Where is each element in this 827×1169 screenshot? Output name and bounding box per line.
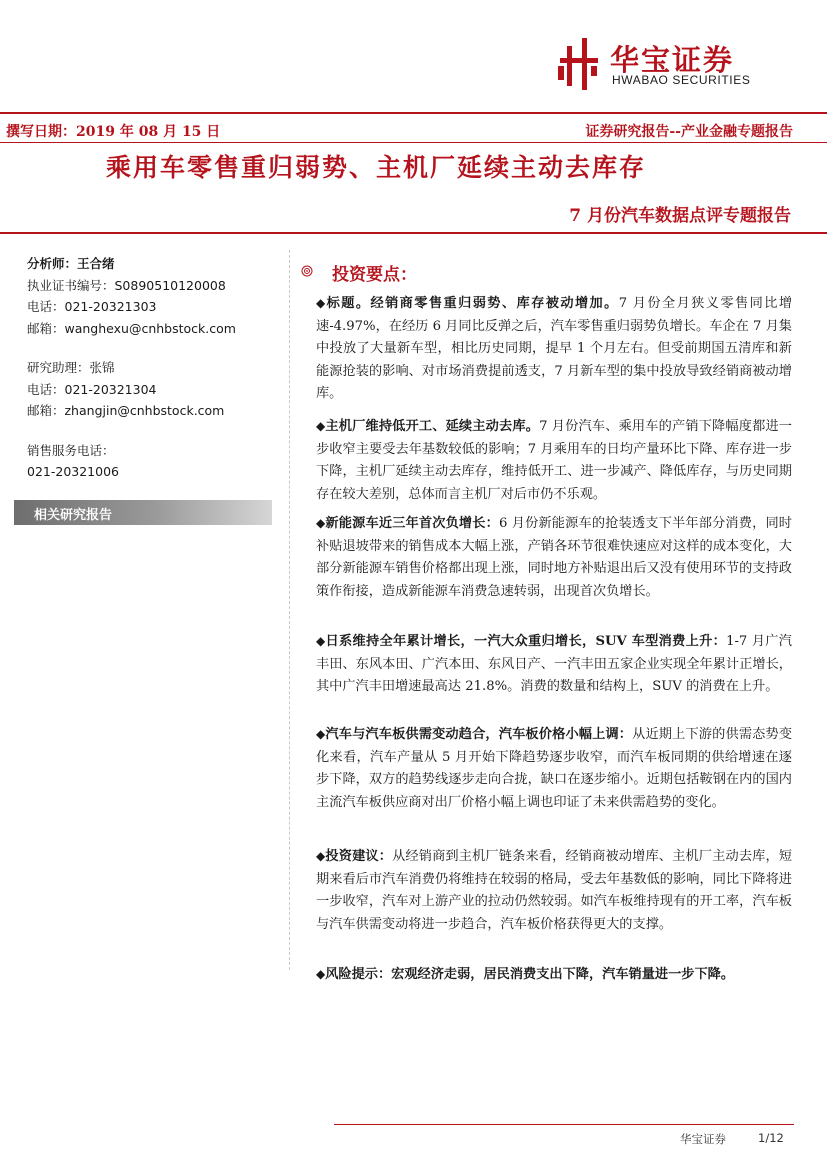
assistant-email[interactable]: 邮箱：zhangjin@cnhbstock.com: [27, 403, 225, 418]
assistant-name: 研究助理：张锦: [27, 360, 115, 375]
key-point-lead: 主机厂维持低开工、延续主动去库。: [325, 419, 540, 434]
header-top-rule: [0, 112, 827, 114]
key-point-lead: 日系维持全年累计增长，一汽大众重归增长，SUV 车型消费上升：: [325, 634, 727, 649]
key-points-title: 投资要点：: [332, 265, 417, 285]
related-reports-bar[interactable]: [14, 500, 272, 525]
footer-rule: [334, 1124, 794, 1125]
analyst-name: 王合绪: [77, 256, 115, 271]
analyst-label: 分析师：: [27, 256, 78, 271]
page-number: 1/12: [758, 1131, 784, 1145]
key-point-text: 7 月份汽车、乘用车的产销下降幅度都进一步收窄主要受去年基数较低的影响；7 月乘用车的日均产量环比下降、库存进一步下降，主机厂延续主动去库存，维持低开工、进一步减产、降低库存，与历史同期存在较大差别，总体而言主机厂对后市仍不乐观。: [316, 419, 792, 502]
analyst-email[interactable]: 邮箱：wanghexu@cnhbstock.com: [27, 320, 236, 336]
sales-label: 销售服务电话：: [27, 442, 115, 458]
key-point-lead: 风险提示：宏观经济走弱，居民消费支出下降，汽车销量进一步下降。: [325, 967, 735, 982]
key-point-7: [316, 963, 792, 987]
report-title: 乘用车零售重归弱势、主机厂延续主动去库存: [106, 153, 647, 182]
bullet-icon: ◆: [316, 634, 326, 648]
bullet-icon: ◆: [316, 849, 326, 863]
target-icon: [301, 265, 313, 277]
analyst-license: 执业证书编号：S0890510120008: [27, 277, 226, 293]
analyst-info: [27, 253, 277, 483]
key-point-1: [316, 292, 792, 406]
brand-logo: [556, 38, 796, 92]
key-point-3: [316, 512, 792, 603]
key-point-lead: 汽车与汽车板供需变动趋合，汽车板价格小幅上调：: [325, 727, 633, 742]
brand-name-en: HWABAO SECURITIES: [612, 73, 751, 87]
bullet-icon: ◆: [316, 296, 327, 310]
key-point-lead: 新能源车近三年首次负增长：: [325, 516, 499, 531]
column-divider: [289, 250, 290, 970]
bullet-icon: ◆: [316, 516, 326, 530]
brand-name-cn: 华宝证券: [610, 43, 735, 77]
assistant-phone: 电话：021-20321304: [27, 381, 157, 397]
key-point-text: 从近期上下游的供需态势变化来看，汽车产量从 5 月开始下降趋势逐步收窄，而汽车板同期的供给增速在逐步下降，双方的趋势线逐步走向合拢，缺口在逐步缩小。近期包括鞍钢在内的国内主流汽车板供应商对出厂价格小幅上调也印证了未来供需趋势的变化。: [316, 727, 793, 810]
key-point-5: [316, 723, 792, 814]
header-bottom-rule: [0, 232, 827, 234]
hwabao-logo-icon: [556, 38, 602, 90]
key-point-text: 从经销商到主机厂链条来看，经销商被动增库、主机厂主动去库，短期来看后市汽车消费仍将维持在较弱的格局，受去年基数低的影响，同比下降将进一步收窄，汽车对上游产业的拉动仍然较弱。如汽车板维持现有的开工率，汽车板与汽车供需变动将进一步趋合，汽车板价格获得更大的支撑。: [316, 849, 793, 932]
analyst-line: [27, 253, 277, 275]
report-date: 撰写日期：2019 年 08 月 15 日: [6, 124, 221, 140]
key-point-text: 6 月份新能源车的抢装透支下半年部分消费，同时补贴退坡带来的销售成本大幅上涨，产销各环节很难快速应对这样的成本变化，大部分新能源车销售价格都出现上涨，同时地方补贴退出后又没有使用环节的支持政策作衔接，造成新能源车消费急速转弱，出现首次负增长。: [316, 516, 792, 599]
key-point-2: [316, 415, 792, 506]
bullet-icon: ◆: [316, 967, 326, 981]
report-subtitle: 7 月份汽车数据点评专题报告: [569, 206, 791, 226]
key-point-text: 7 月份全月狭义零售同比增速-4.97%，在经历 6 月同比反弹之后，汽车零售重归弱势负增长。车企在 7 月集中投放了大量新车型，相比历史同期，提早 1 个月左右。但受前期国五清库和新能源抢装的影响、对市场消费提前透支，7 月新车型的集中投放导致经销商被动增库。: [316, 296, 793, 402]
key-point-lead: 标题。经销商零售重归弱势、库存被动增加。: [326, 296, 619, 311]
sales-phone: 021-20321006: [27, 464, 119, 479]
header-secondary-rule: [0, 142, 827, 143]
bullet-icon: ◆: [316, 419, 326, 433]
report-category: 证券研究报告--产业金融专题报告: [585, 124, 793, 140]
key-point-4: [316, 630, 792, 699]
key-point-6: [316, 845, 792, 936]
related-reports-label: 相关研究报告: [34, 508, 113, 523]
key-point-text: 1-7 月广汽丰田、东风本田、广汽本田、东风日产、一汽丰田五家企业实现全年累计正增长，其中广汽丰田增速最高达 21.8%。消费的数量和结构上，SUV 的消费在上升。: [316, 634, 792, 695]
footer-company: 华宝证券: [680, 1132, 726, 1146]
bullet-icon: ◆: [316, 727, 326, 741]
key-point-lead: 投资建议：: [325, 849, 393, 864]
analyst-phone: 电话：021-20321303: [27, 299, 157, 314]
